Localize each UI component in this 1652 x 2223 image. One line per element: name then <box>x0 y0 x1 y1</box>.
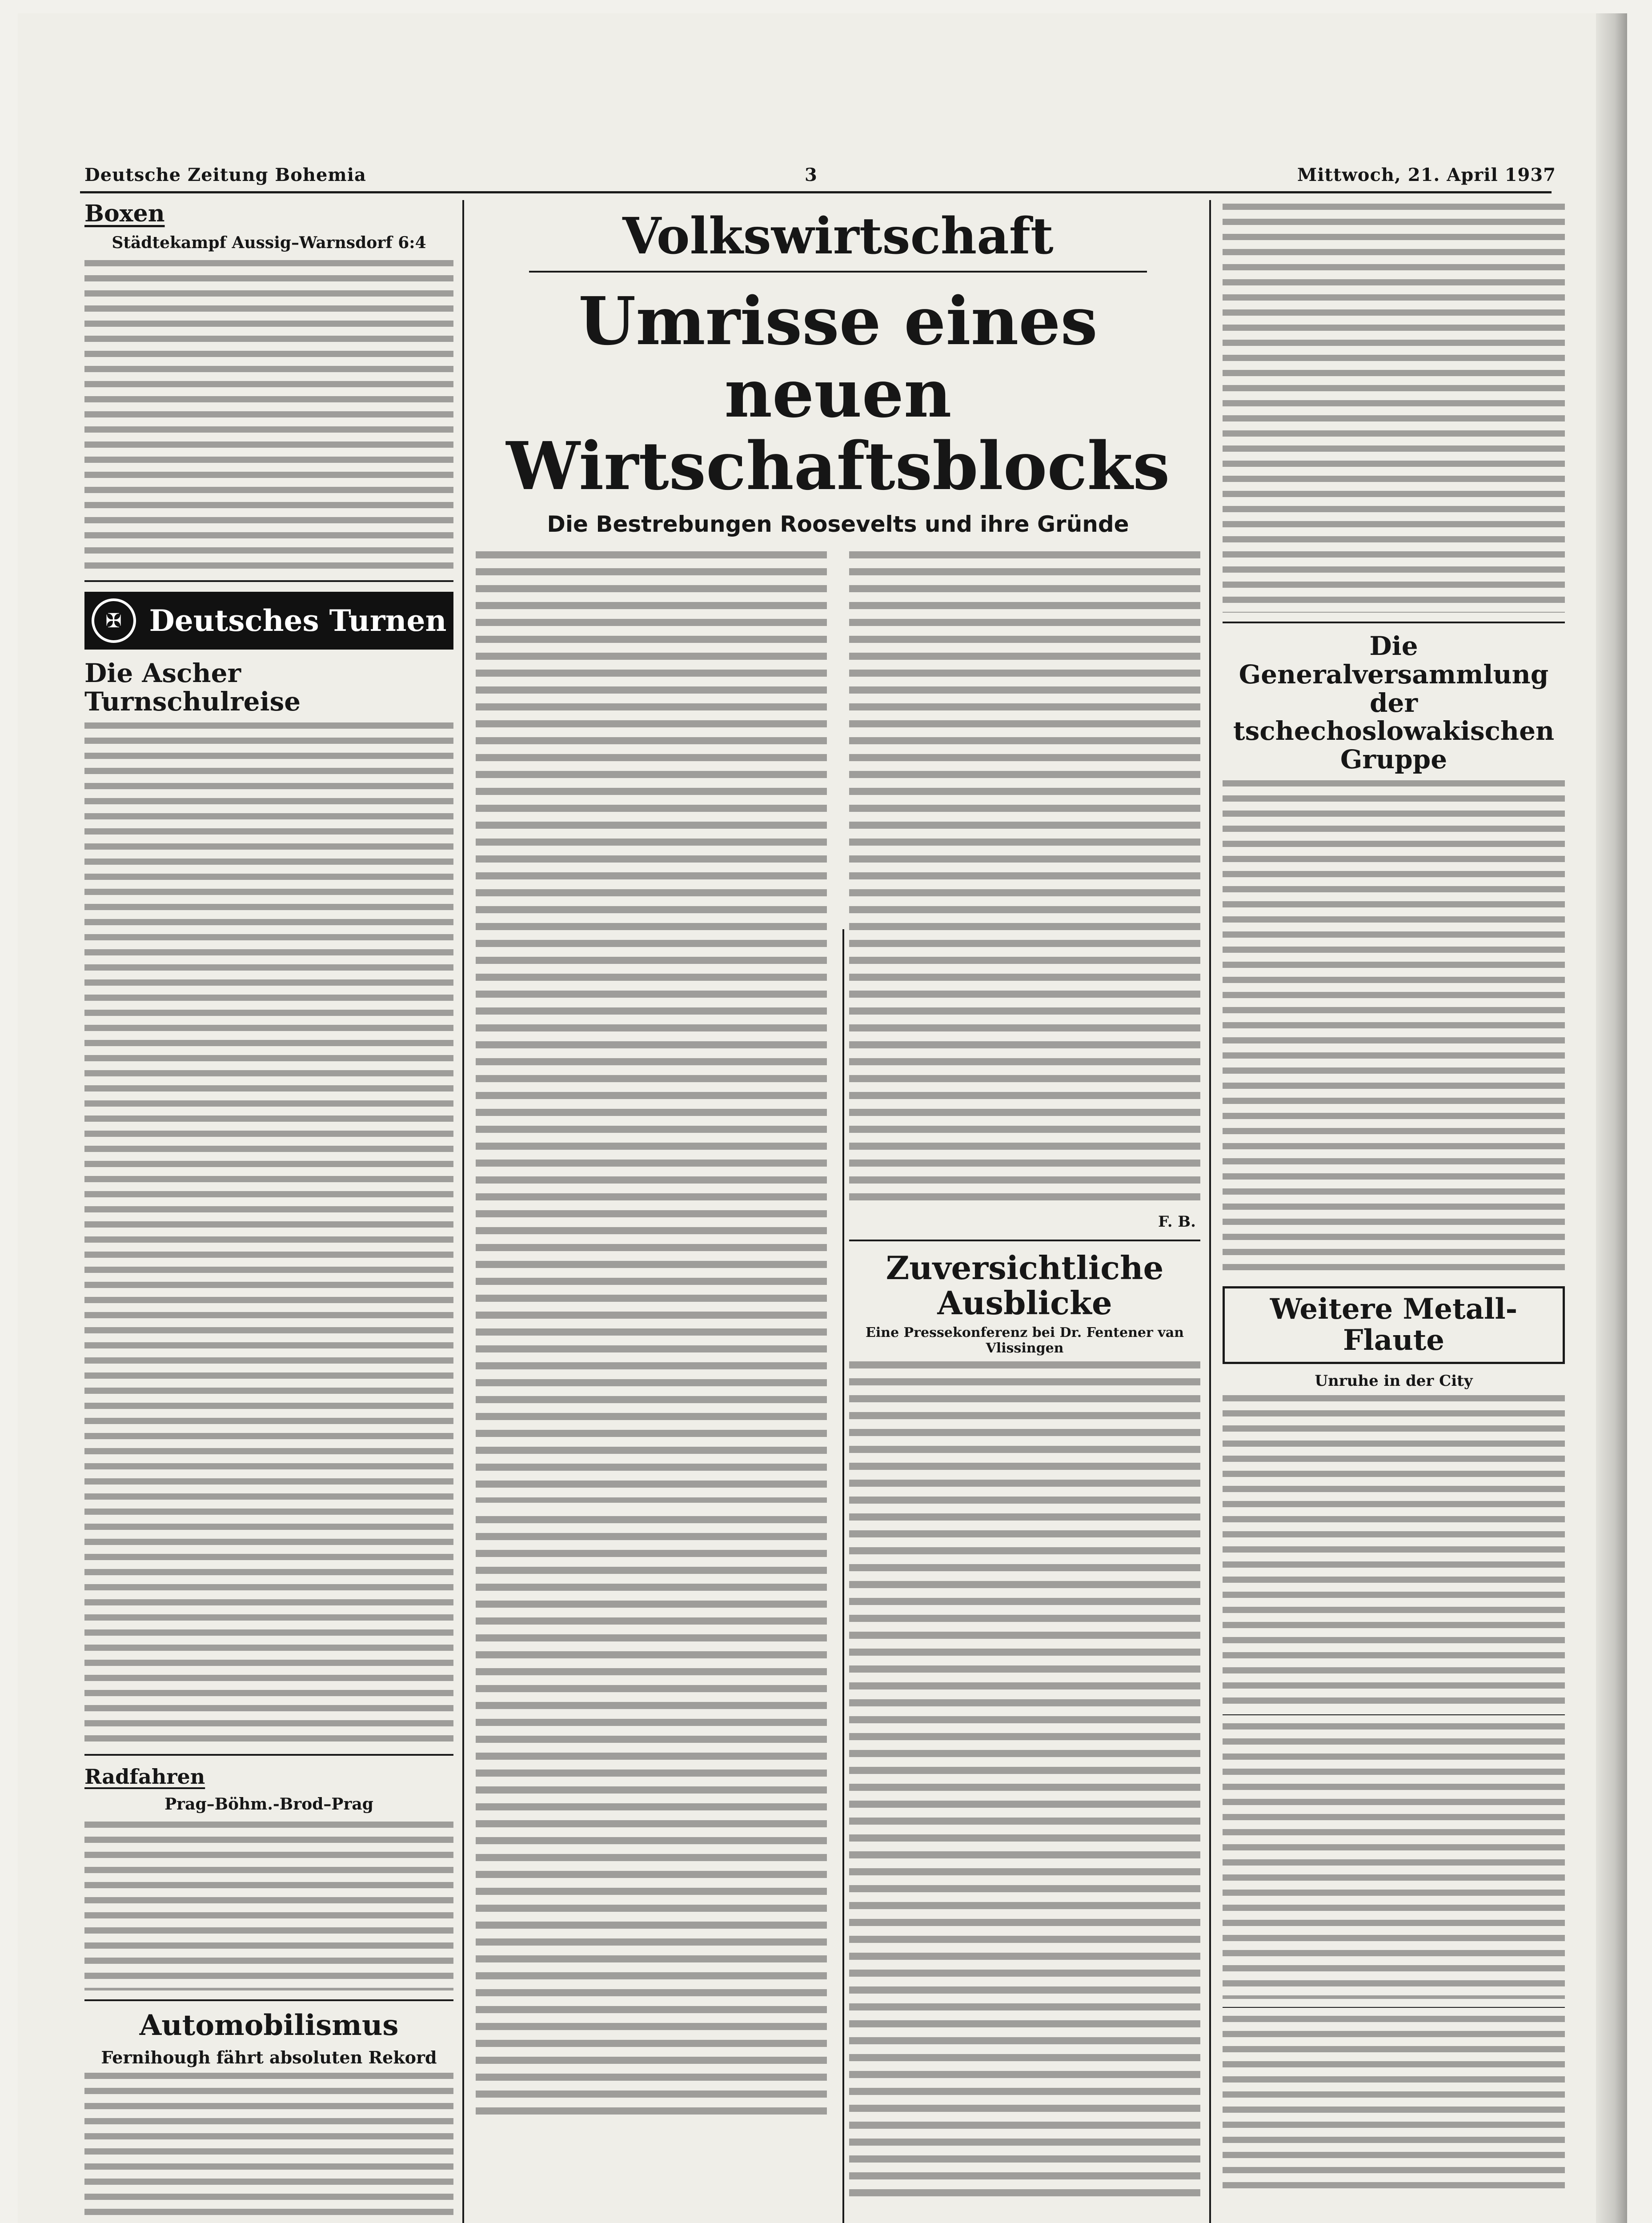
binding-shadow <box>1596 13 1627 2223</box>
divider <box>84 1999 453 2001</box>
turnen-banner <box>84 592 453 650</box>
lead-body-text <box>476 1516 827 2121</box>
divider <box>1223 2007 1565 2008</box>
boxen-headline: Städtekampf Aussig–Warnsdorf 6:4 <box>112 233 426 252</box>
continued-article-body-text <box>1223 204 1565 613</box>
lead-body-column-left <box>476 548 827 2210</box>
masthead-newspaper-name: Deutsche Zeitung Bohemia <box>84 165 366 185</box>
divider <box>84 580 453 582</box>
left-column <box>84 200 453 2223</box>
section-title-volkswirtschaft: Volkswirtschaft <box>622 207 1054 265</box>
gv-headline: Die Generalversammlung der tschechoslowakischen Gruppe <box>1233 631 1555 775</box>
metal-headline-box <box>1223 1286 1565 1364</box>
payments-body-text <box>1223 2016 1565 2194</box>
lead-body-text <box>476 551 827 1503</box>
auto-body-text <box>84 2073 453 2223</box>
masthead-date: Mittwoch, 21. April 1937 <box>1297 165 1556 185</box>
lead-body-text-continued <box>849 551 1200 1209</box>
column-rule-1 <box>462 200 464 2223</box>
masthead-rule <box>80 191 1552 193</box>
turnen-headline: Die Ascher Turnschulreise <box>84 658 301 717</box>
newspaper-page <box>18 13 1627 2223</box>
gv-body-text <box>1223 780 1565 1278</box>
lead-article <box>476 200 1200 2210</box>
second-article-body-text <box>849 1361 1200 2206</box>
turnen-body-text <box>84 722 453 1745</box>
column-rule-3 <box>1209 200 1211 2223</box>
metal-body-text <box>1223 1395 1565 1706</box>
turnen-banner-label: Deutsches Turnen <box>149 603 447 638</box>
section-title-automobilismus: Automobilismus <box>139 2008 399 2042</box>
lead-body-column-right <box>849 548 1200 2210</box>
lead-article-initials: F. B. <box>1158 1212 1196 1231</box>
radfahren-body-text <box>84 1822 453 1990</box>
divider <box>84 1754 453 1756</box>
masthead-page-number: 3 <box>805 165 818 185</box>
lead-headline-line2: Wirtschaftsblocks <box>506 427 1170 505</box>
turner-cross-icon: ✠ <box>92 598 136 643</box>
second-article-headline: Zuversichtliche Ausblicke <box>886 1248 1164 1322</box>
section-title-boxen: Boxen <box>84 200 165 227</box>
section-title-radfahren: Radfahren <box>84 1764 205 1789</box>
lead-subheadline: Die Bestrebungen Roosevelts und ihre Gründe <box>547 511 1129 537</box>
currency-body-text <box>1223 1723 1565 1999</box>
metal-headline: Weitere Metall-Flaute <box>1270 1292 1518 1357</box>
divider <box>849 1240 1200 1241</box>
lead-article-body <box>476 548 1200 2210</box>
divider <box>529 271 1147 273</box>
boxen-body-text <box>84 260 453 571</box>
lead-headline-line1: Umrisse eines neuen <box>578 282 1098 432</box>
second-article-kicker: Eine Pressekonferenz bei Dr. Fentener van Vlissingen <box>866 1324 1184 1356</box>
metal-kicker: Unruhe in der City <box>1315 1372 1473 1390</box>
divider <box>1223 1714 1565 1715</box>
radfahren-headline: Prag–Böhm.-Brod–Prag <box>164 1794 373 1814</box>
right-column <box>1223 200 1565 2197</box>
auto-headline: Fernihough fährt absoluten Rekord <box>101 2047 437 2067</box>
divider <box>1223 622 1565 623</box>
